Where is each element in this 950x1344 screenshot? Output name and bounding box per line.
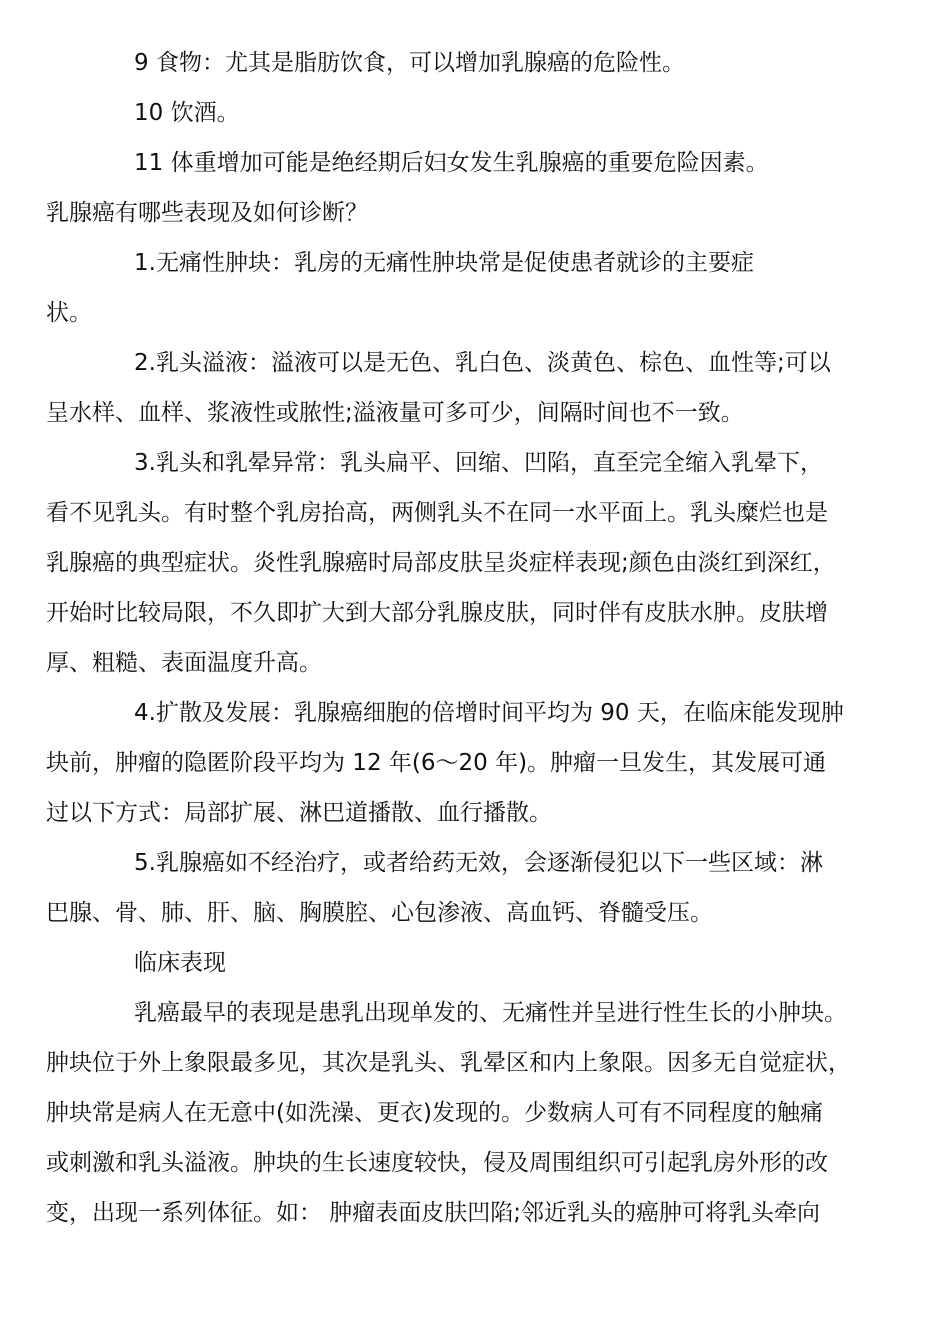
paragraph-line: 5.乳腺癌如不经治疗，或者给药无效，会逐渐侵犯以下一些区域：淋 [134,850,823,876]
paragraph-line: 3.乳头和乳晕异常：乳头扁平、回缩、凹陷，直至完全缩入乳晕下， [134,450,823,476]
paragraph-line: 变，出现一系列体征。如： 肿瘤表面皮肤凹陷;邻近乳头的癌肿可将乳头牵向 [46,1200,821,1226]
paragraph-line: 看不见乳头。有时整个乳房抬高，两侧乳头不在同一水平面上。乳头糜烂也是 [46,500,828,526]
section-heading: 乳腺癌有哪些表现及如何诊断？ [46,200,368,226]
paragraph-line: 1.无痛性肿块：乳房的无痛性肿块常是促使患者就诊的主要症 [134,250,754,276]
paragraph-line: 过以下方式：局部扩展、淋巴道播散、血行播散。 [46,800,552,826]
paragraph-line: 状。 [46,300,92,326]
risk-item-11: 11 体重增加可能是绝经期后妇女发生乳腺癌的重要危险因素。 [134,150,769,176]
risk-item-9: 9 食物：尤其是脂肪饮食，可以增加乳腺癌的危险性。 [134,50,685,76]
paragraph-line: 肿块位于外上象限最多见，其次是乳头、乳晕区和内上象限。因多无自觉症状， [46,1050,851,1076]
paragraph-line: 块前，肿瘤的隐匿阶段平均为 12 年(6～20 年)。肿瘤一旦发生，其发展可通 [46,750,827,776]
paragraph-line: 厚、粗糙、表面温度升高。 [46,650,322,676]
paragraph-line: 2.乳头溢液：溢液可以是无色、乳白色、淡黄色、棕色、血性等;可以 [134,350,831,376]
paragraph-line: 4.扩散及发展：乳腺癌细胞的倍增时间平均为 90 天，在临床能发现肿 [134,700,844,726]
subsection-heading: 临床表现 [134,950,226,976]
paragraph-line: 巴腺、骨、肺、肝、脑、胸膜腔、心包渗液、高血钙、脊髓受压。 [46,900,713,926]
risk-item-10: 10 饮酒。 [134,100,240,126]
paragraph-line: 或刺激和乳头溢液。肿块的生长速度较快，侵及周围组织可引起乳房外形的改 [46,1150,828,1176]
paragraph-line: 呈水样、血样、浆液性或脓性;溢液量可多可少，间隔时间也不一致。 [46,400,744,426]
paragraph-line: 乳腺癌的典型症状。炎性乳腺癌时局部皮肤呈炎症样表现;颜色由淡红到深红， [46,550,836,576]
paragraph-line: 肿块常是病人在无意中(如洗澡、更衣)发现的。少数病人可有不同程度的触痛 [46,1100,823,1126]
paragraph-line: 开始时比较局限，不久即扩大到大部分乳腺皮肤，同时伴有皮肤水肿。皮肤增 [46,600,828,626]
paragraph-line: 乳癌最早的表现是患乳出现单发的、无痛性并呈进行性生长的小肿块。 [134,1000,847,1026]
